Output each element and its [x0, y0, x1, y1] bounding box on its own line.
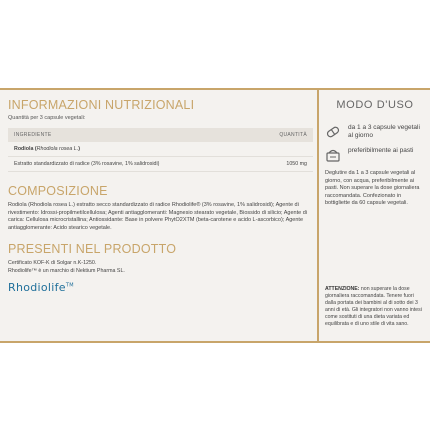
rhodiolife-logo [8, 281, 313, 294]
ingredient-header: INGREDIENTE [8, 128, 252, 142]
ingredient-name-end: ) [78, 146, 80, 152]
meal-row [325, 147, 425, 163]
meal-icon [325, 147, 341, 163]
present-title: PRESENTI NEL PRODOTTO [8, 242, 177, 256]
present-text [8, 260, 313, 275]
warning-label: ATTENZIONE: [325, 286, 360, 292]
capsule-icon [325, 124, 341, 140]
table-header-row [8, 128, 313, 142]
column-divider [317, 90, 319, 341]
warning-body: non superare la dose giornaliera raccomandata. Tenere fuori dalla portata dei bambini al di sotto dei 3 anni di età. Gli integratori non vanno intesi come sostituti di una dieta variata ed equilibrata e di uno stile di vita sano. [325, 286, 422, 327]
meal-text: preferibilmente ai pasti [348, 147, 414, 154]
ingredient-latin-name: Rhodiola rosea L. [36, 146, 79, 152]
usage-description: Deglutire da 1 a 3 capsule vegetali al giorno, con acqua, preferibilmente ai pasti. Non superare la dose giornaliera raccomandata. Confezionato in bottigliette da 60 capsule vegetali. [325, 170, 420, 206]
dose-row [325, 124, 425, 140]
nutrition-table [8, 128, 313, 172]
composition-title: COMPOSIZIONE [8, 184, 108, 198]
usage-title: MODO D'USO [336, 99, 414, 111]
ingredient-cell: Estratto standardizzato di radice (3% rosavine, 1% salidrosidi) [8, 157, 252, 172]
quantity-cell: 1050 mg [252, 157, 313, 172]
table-row [8, 142, 313, 157]
composition-text: Rodiola (Rhodiola rosea L.) estratto secco standardizzato di radice Rhodiolife® (3% rosavine, 1% salidrosidi); Agente di rivestimento: Idrossi-propilmetilcellulosa; Agenti antiagglomeranti: Magnesio stearato vegetale, Biossido di silicio; Agente di carica: Cellulosa microcristallina; Antiossidante: Base in polvere PhytO2XTM (beta-carotene e acido L-ascorbico); Agente antiagglomerante: Acido stearico vegetale. [8, 202, 307, 231]
right-column [325, 98, 425, 208]
certificate-line: Certificato KOF-K di Solgar n.K-1250. [8, 260, 97, 266]
nutrition-title: INFORMAZIONI NUTRIZIONALI [8, 98, 195, 112]
ingredient-name: Rodiola ( [14, 146, 37, 152]
trademark-line: Rhodiolife™ è un marchio di Nektium Pharma SL. [8, 267, 125, 274]
logo-tm: TM [65, 282, 74, 289]
product-info-panel [0, 88, 430, 343]
logo-text: Rhodiolife [8, 281, 66, 294]
nutrition-subtitle: Quantità per 3 capsule vegetali: [8, 115, 86, 121]
table-row [8, 157, 313, 172]
ingredient-cell [8, 142, 252, 157]
warning-text [325, 286, 425, 328]
dose-text: da 1 a 3 capsule vegetali al giorno [348, 124, 420, 139]
left-column [8, 98, 313, 294]
quantity-cell [252, 142, 313, 157]
quantity-header: QUANTITÀ [252, 128, 313, 142]
